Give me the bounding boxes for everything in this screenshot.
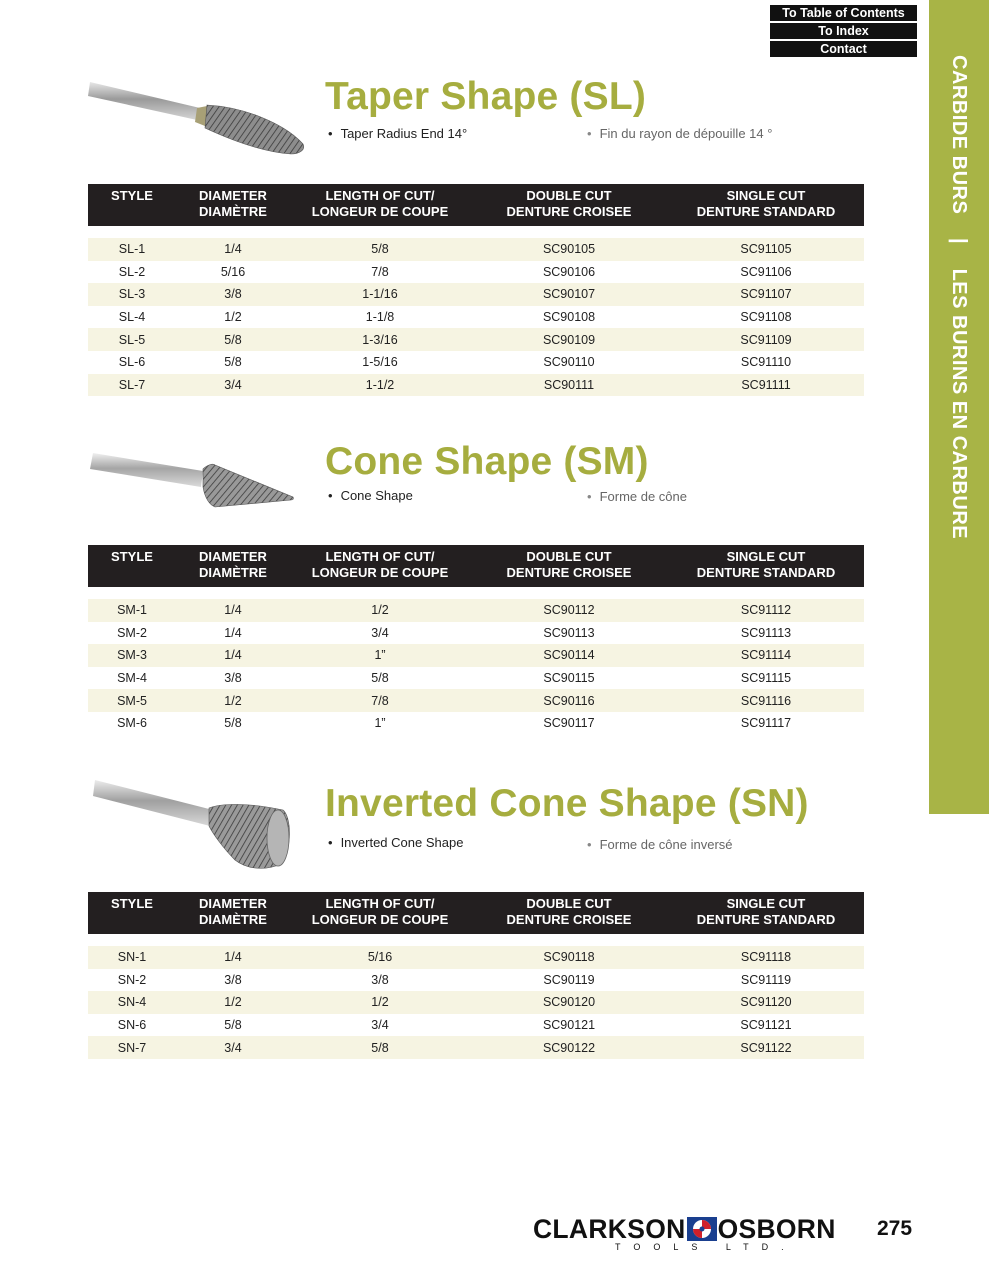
spec-table-inverted-cone: [88, 892, 864, 1059]
cell-single-cut: SC91112: [668, 599, 864, 622]
cell-single-cut: SC91106: [668, 261, 864, 284]
cell-single-cut: SC91114: [668, 644, 864, 667]
taper-bur-image: [85, 62, 310, 172]
logo-brand-right: OSBORN: [717, 1214, 836, 1244]
spec-table-cone: [88, 545, 864, 735]
cell-double-cut: SC90111: [470, 374, 668, 397]
cell-length: 5/8: [290, 1036, 470, 1059]
cell-diameter: 5/16: [176, 261, 290, 284]
cell-double-cut: SC90107: [470, 283, 668, 306]
cell-diameter: 3/8: [176, 283, 290, 306]
cell-double-cut: SC90115: [470, 667, 668, 690]
cell-diameter: 5/8: [176, 712, 290, 735]
cell-length: 3/8: [290, 969, 470, 992]
cell-diameter: 5/8: [176, 1014, 290, 1037]
cell-double-cut: SC90110: [470, 351, 668, 374]
cell-length: 7/8: [290, 689, 470, 712]
cell-diameter: 1/4: [176, 946, 290, 969]
cell-style: SL-1: [88, 238, 176, 261]
cell-length: 5/8: [290, 667, 470, 690]
cell-double-cut: SC90113: [470, 622, 668, 645]
cell-style: SL-2: [88, 261, 176, 284]
cell-double-cut: SC90120: [470, 991, 668, 1014]
table-header-row: [88, 545, 864, 587]
side-tab-fr: LES BURINS EN CARBURE: [948, 268, 970, 540]
cell-length: 3/4: [290, 622, 470, 645]
header-single-cut: SINGLE CUT DENTURE STANDARD: [696, 188, 836, 219]
header-diameter: DIAMETER DIAMÈTRE: [199, 188, 267, 219]
cell-length: 1-1/16: [290, 283, 470, 306]
cell-style: SN-1: [88, 946, 176, 969]
cell-double-cut: SC90109: [470, 328, 668, 351]
table-row: [88, 351, 864, 374]
cell-diameter: 1/2: [176, 991, 290, 1014]
logo-brand-left: CLARKSON: [533, 1214, 686, 1244]
cell-length: 1/2: [290, 991, 470, 1014]
inverted-cone-bur-image: [85, 768, 310, 878]
cell-double-cut: SC90106: [470, 261, 668, 284]
cell-single-cut: SC91111: [668, 374, 864, 397]
table-row: [88, 599, 864, 622]
cell-style: SN-4: [88, 991, 176, 1014]
cell-diameter: 3/4: [176, 1036, 290, 1059]
cell-single-cut: SC91121: [668, 1014, 864, 1037]
cell-double-cut: SC90118: [470, 946, 668, 969]
table-row: [88, 283, 864, 306]
cell-length: 1-1/8: [290, 306, 470, 329]
cell-single-cut: SC91119: [668, 969, 864, 992]
cell-style: SL-7: [88, 374, 176, 397]
side-tab-label: [939, 55, 979, 555]
header-diameter: DIAMETER DIAMÈTRE: [199, 896, 267, 927]
header-style: STYLE: [111, 188, 153, 203]
header-double-cut: DOUBLE CUT DENTURE CROISEE: [506, 188, 632, 219]
header-single-cut: SINGLE CUT DENTURE STANDARD: [696, 549, 836, 580]
cell-length: 7/8: [290, 261, 470, 284]
table-row: [88, 1036, 864, 1059]
cell-diameter: 3/8: [176, 969, 290, 992]
clarkson-osborn-logo: [533, 1214, 853, 1256]
cell-double-cut: SC90116: [470, 689, 668, 712]
cell-single-cut: SC91115: [668, 667, 864, 690]
table-row: [88, 261, 864, 284]
cell-single-cut: SC91108: [668, 306, 864, 329]
header-length: LENGTH OF CUT/ LONGEUR DE COUPE: [311, 896, 449, 927]
header-double-cut: DOUBLE CUT DENTURE CROISEE: [506, 549, 632, 580]
cell-double-cut: SC90121: [470, 1014, 668, 1037]
cell-diameter: 1/4: [176, 644, 290, 667]
table-row: [88, 1014, 864, 1037]
bullet-fr-cone: • Forme de cône: [587, 489, 687, 504]
spec-table-taper: [88, 184, 864, 396]
table-row: [88, 712, 864, 735]
header-length: LENGTH OF CUT/ LONGEUR DE COUPE: [311, 188, 449, 219]
section-title-inverted-cone: Inverted Cone Shape (SN): [325, 782, 809, 825]
logo-emblem-icon: [687, 1217, 717, 1241]
cell-length: 1-5/16: [290, 351, 470, 374]
cell-double-cut: SC90114: [470, 644, 668, 667]
cell-style: SL-6: [88, 351, 176, 374]
cell-single-cut: SC91110: [668, 351, 864, 374]
table-row: [88, 306, 864, 329]
header-double-cut: DOUBLE CUT DENTURE CROISEE: [506, 896, 632, 927]
cell-style: SL-3: [88, 283, 176, 306]
section-title-taper: Taper Shape (SL): [325, 75, 647, 118]
cell-style: SM-4: [88, 667, 176, 690]
bullet-fr-inverted-cone: • Forme de cône inversé: [587, 837, 733, 852]
cell-single-cut: SC91113: [668, 622, 864, 645]
cell-length: 1”: [290, 644, 470, 667]
cell-style: SN-2: [88, 969, 176, 992]
cell-style: SN-6: [88, 1014, 176, 1037]
header-diameter: DIAMETER DIAMÈTRE: [199, 549, 267, 580]
cone-bur-image: [85, 425, 310, 535]
cell-length: 1-1/2: [290, 374, 470, 397]
cell-diameter: 3/4: [176, 374, 290, 397]
cell-length: 3/4: [290, 1014, 470, 1037]
cell-double-cut: SC90105: [470, 238, 668, 261]
bullet-en-taper: • Taper Radius End 14°: [328, 126, 468, 141]
table-header-row: [88, 892, 864, 934]
cell-single-cut: SC91120: [668, 991, 864, 1014]
bullet-fr-taper: • Fin du rayon de dépouille 14 °: [587, 126, 773, 141]
cell-double-cut: SC90108: [470, 306, 668, 329]
section-title-cone: Cone Shape (SM): [325, 440, 649, 483]
cell-style: SM-1: [88, 599, 176, 622]
cell-style: SN-7: [88, 1036, 176, 1059]
cell-single-cut: SC91105: [668, 238, 864, 261]
cell-length: 1-3/16: [290, 328, 470, 351]
cell-style: SL-5: [88, 328, 176, 351]
cell-diameter: 1/4: [176, 238, 290, 261]
cell-single-cut: SC91117: [668, 712, 864, 735]
table-row: [88, 689, 864, 712]
logo-tagline: TOOLS LTD.: [615, 1242, 797, 1252]
cell-diameter: 5/8: [176, 328, 290, 351]
cell-style: SM-6: [88, 712, 176, 735]
cell-single-cut: SC91116: [668, 689, 864, 712]
page-number: 275: [877, 1217, 913, 1240]
bullet-en-cone: • Cone Shape: [328, 488, 413, 503]
cell-style: SM-3: [88, 644, 176, 667]
cell-length: 5/16: [290, 946, 470, 969]
header-style: STYLE: [111, 549, 153, 564]
cell-length: 5/8: [290, 238, 470, 261]
contact-link[interactable]: Contact: [770, 41, 917, 57]
cell-single-cut: SC91107: [668, 283, 864, 306]
table-row: [88, 991, 864, 1014]
cell-double-cut: SC90122: [470, 1036, 668, 1059]
cell-double-cut: SC90119: [470, 969, 668, 992]
table-row: [88, 644, 864, 667]
header-length: LENGTH OF CUT/ LONGEUR DE COUPE: [311, 549, 449, 580]
table-row: [88, 374, 864, 397]
table-row: [88, 667, 864, 690]
table-row: [88, 946, 864, 969]
table-row: [88, 238, 864, 261]
cell-diameter: 5/8: [176, 351, 290, 374]
cell-length: 1”: [290, 712, 470, 735]
cell-double-cut: SC90117: [470, 712, 668, 735]
side-tab-separator: |: [948, 238, 970, 245]
bullet-en-inverted-cone: • Inverted Cone Shape: [328, 835, 464, 850]
table-row: [88, 622, 864, 645]
to-index-link[interactable]: To Index: [770, 23, 917, 39]
table-row: [88, 328, 864, 351]
cell-double-cut: SC90112: [470, 599, 668, 622]
cell-diameter: 3/8: [176, 667, 290, 690]
cell-diameter: 1/4: [176, 622, 290, 645]
header-single-cut: SINGLE CUT DENTURE STANDARD: [696, 896, 836, 927]
cell-diameter: 1/2: [176, 306, 290, 329]
cell-single-cut: SC91122: [668, 1036, 864, 1059]
side-tab-en: CARBIDE BURS: [948, 55, 970, 215]
logo-wordmark: [533, 1214, 836, 1244]
table-header-row: [88, 184, 864, 226]
cell-style: SM-5: [88, 689, 176, 712]
header-style: STYLE: [111, 896, 153, 911]
cell-diameter: 1/4: [176, 599, 290, 622]
table-row: [88, 969, 864, 992]
cell-diameter: 1/2: [176, 689, 290, 712]
cell-single-cut: SC91118: [668, 946, 864, 969]
cell-single-cut: SC91109: [668, 328, 864, 351]
to-table-of-contents-link[interactable]: To Table of Contents: [770, 5, 917, 21]
cell-length: 1/2: [290, 599, 470, 622]
cell-style: SM-2: [88, 622, 176, 645]
cell-style: SL-4: [88, 306, 176, 329]
